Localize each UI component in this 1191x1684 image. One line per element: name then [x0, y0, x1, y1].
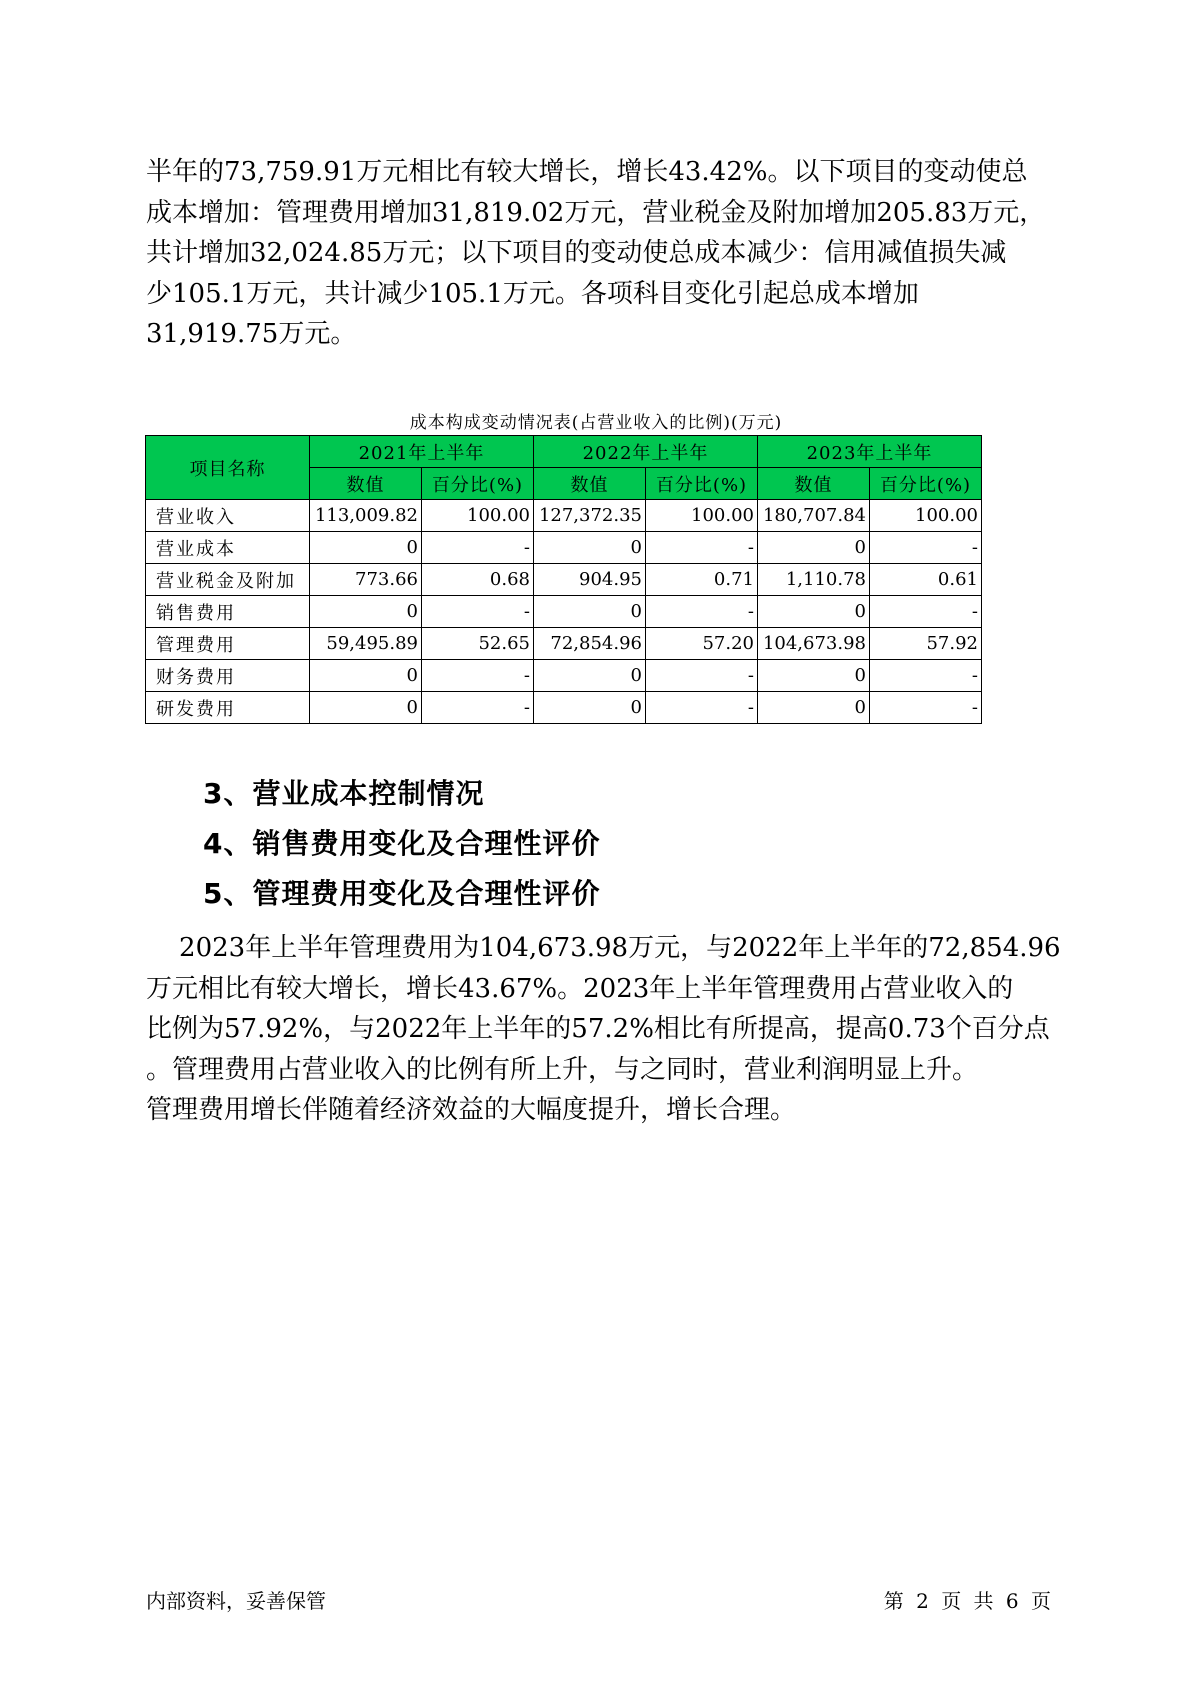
cost-structure-table	[145, 435, 982, 724]
table-cell: 0	[310, 692, 422, 724]
year-header-2022: 2022年上半年	[534, 436, 758, 468]
table-row	[146, 564, 982, 596]
table-cell: 0	[310, 660, 422, 692]
row-label: 研发费用	[146, 692, 310, 724]
table-cell: -	[422, 660, 534, 692]
table-cell: 1,110.78	[758, 564, 870, 596]
table-cell: 0	[534, 532, 646, 564]
table-cell: -	[422, 532, 534, 564]
table-cell: -	[646, 532, 758, 564]
paragraph-cost-change	[146, 152, 1066, 355]
year-header-2023: 2023年上半年	[758, 436, 982, 468]
table-cell: 0	[758, 692, 870, 724]
row-label: 营业收入	[146, 500, 310, 532]
table-cell: 0	[758, 596, 870, 628]
table-cell: -	[422, 692, 534, 724]
paragraph-line: 31,919.75万元。	[146, 319, 357, 349]
table-cell: -	[646, 596, 758, 628]
table-row	[146, 660, 982, 692]
paragraph-line: 2023年上半年管理费用为104,673.98万元，与2022年上半年的72,854.96	[146, 933, 1061, 963]
section-heading-5: 5、管理费用变化及合理性评价	[203, 877, 601, 910]
table-cell: 0	[534, 660, 646, 692]
table-cell: 0	[534, 692, 646, 724]
table-cell: 100.00	[646, 500, 758, 532]
table-cell: -	[870, 596, 982, 628]
table-cell: 0.61	[870, 564, 982, 596]
table-cell: 773.66	[310, 564, 422, 596]
table-row	[146, 532, 982, 564]
table-cell: 100.00	[870, 500, 982, 532]
paragraph-line: 比例为57.92%，与2022年上半年的57.2%相比有所提高，提高0.73个百分点	[146, 1014, 1050, 1044]
percent-header: 百分比(%)	[422, 468, 534, 500]
table-cell: 57.20	[646, 628, 758, 660]
table-row	[146, 596, 982, 628]
table-cell: 127,372.35	[534, 500, 646, 532]
table-cell: -	[870, 532, 982, 564]
paragraph-line: 半年的73,759.91万元相比有较大增长，增长43.42%。以下项目的变动使总	[146, 157, 1028, 187]
table-cell: -	[646, 660, 758, 692]
table-cell: 100.00	[422, 500, 534, 532]
paragraph-line: 万元相比有较大增长，增长43.67%。2023年上半年管理费用占营业收入的	[146, 973, 1014, 1004]
row-label: 财务费用	[146, 660, 310, 692]
table-cell: 104,673.98	[758, 628, 870, 660]
row-label: 营业成本	[146, 532, 310, 564]
row-label: 销售费用	[146, 596, 310, 628]
paragraph-line: 少105.1万元，共计减少105.1万元。各项科目变化引起总成本增加	[146, 278, 919, 309]
table-cell: 113,009.82	[310, 500, 422, 532]
table-cell: 52.65	[422, 628, 534, 660]
percent-header: 百分比(%)	[646, 468, 758, 500]
paragraph-line: 。管理费用占营业收入的比例有所上升，与之同时，营业利润明显上升。	[146, 1054, 979, 1085]
percent-header: 百分比(%)	[870, 468, 982, 500]
value-header: 数值	[534, 468, 646, 500]
table-cell: 57.92	[870, 628, 982, 660]
table-row	[146, 692, 982, 724]
paragraph-line: 管理费用增长伴随着经济效益的大幅度提升，增长合理。	[146, 1095, 797, 1125]
section-heading-4: 4、销售费用变化及合理性评价	[203, 827, 601, 860]
table-cell: -	[870, 692, 982, 724]
table-cell: 0	[758, 660, 870, 692]
row-label: 管理费用	[146, 628, 310, 660]
table-cell: 72,854.96	[534, 628, 646, 660]
paragraph-line: 共计增加32,024.85万元；以下项目的变动使总成本减少：信用减值损失减	[146, 238, 1007, 268]
footer-confidential-note: 内部资料，妥善保管	[146, 1589, 326, 1613]
table-cell: -	[422, 596, 534, 628]
table-cell: -	[646, 692, 758, 724]
table-row	[146, 628, 982, 660]
section-heading-3: 3、营业成本控制情况	[203, 777, 485, 810]
table-cell: 0.71	[646, 564, 758, 596]
table-cell: 0.68	[422, 564, 534, 596]
table-row	[146, 500, 982, 532]
table-cell: -	[870, 660, 982, 692]
year-header-2021: 2021年上半年	[310, 436, 534, 468]
footer-page-number: 第 2 页 共 6 页	[883, 1589, 1051, 1613]
table-cell: 59,495.89	[310, 628, 422, 660]
table-cell: 0	[534, 596, 646, 628]
table-cell: 180,707.84	[758, 500, 870, 532]
paragraph-line: 成本增加：管理费用增加31,819.02万元，营业税金及附加增加205.83万元，	[146, 197, 1046, 228]
table-cell: 0	[310, 532, 422, 564]
table-cell: 904.95	[534, 564, 646, 596]
value-header: 数值	[310, 468, 422, 500]
row-label: 营业税金及附加	[146, 564, 310, 596]
table-cell: 0	[310, 596, 422, 628]
table-caption: 成本构成变动情况表(占营业收入的比例)(万元)	[409, 413, 783, 433]
table-cell: 0	[758, 532, 870, 564]
paragraph-admin-expense	[146, 928, 1066, 1131]
value-header: 数值	[758, 468, 870, 500]
item-name-header: 项目名称	[146, 436, 310, 500]
